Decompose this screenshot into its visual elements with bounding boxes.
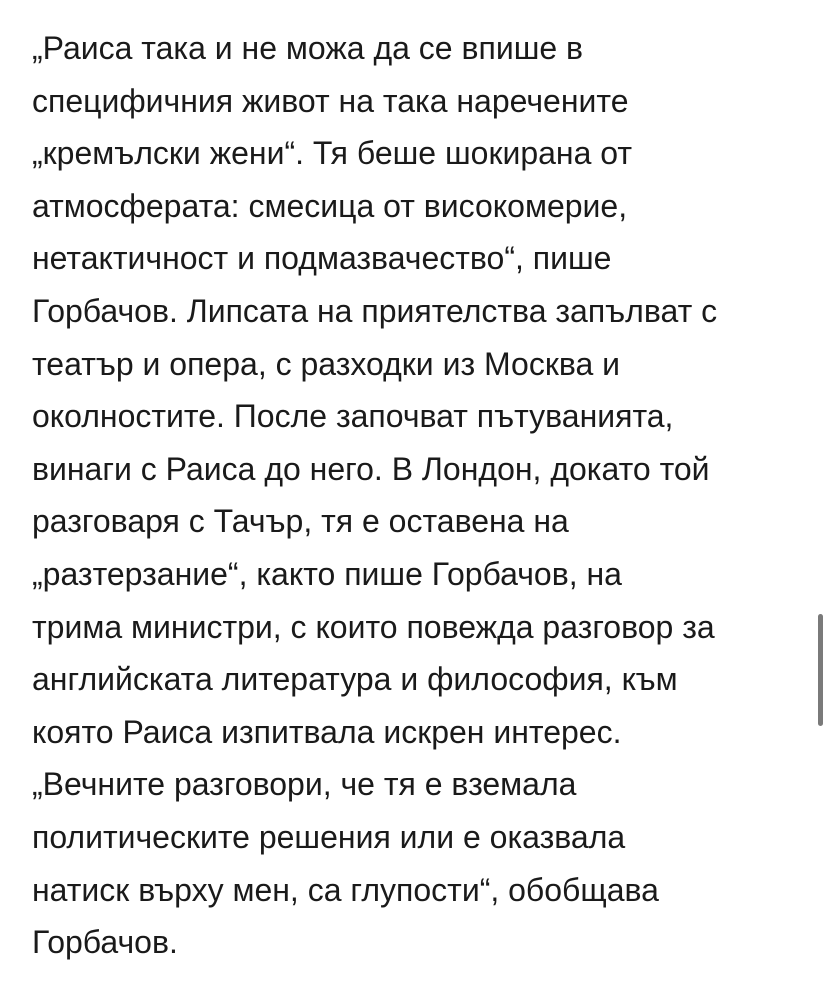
text-line: нетактичност и подмазвачество“, пише (32, 240, 612, 277)
text-line: специфичния живот на така наречените (32, 82, 629, 119)
text-line: разговаря с Тачър, тя е оставена на (32, 503, 569, 540)
text-line: Горбачов. Липсата на приятелства запълват с (32, 292, 718, 329)
text-line: натиск върху мен, са глупости“, обобщава (32, 871, 659, 908)
text-line: винаги с Раиса до него. В Лондон, докато той (32, 450, 710, 487)
text-line: трима министри, с които повежда разговор за (32, 608, 715, 645)
text-line: политическите решения или е оказвала (32, 818, 626, 855)
text-line: английската литература и философия, към (32, 661, 678, 698)
text-line: „Вечните разговори, че тя е вземала (32, 766, 577, 803)
vertical-scrollbar-thumb[interactable] (818, 614, 823, 726)
article-text (32, 28, 812, 975)
text-line: Горбачов. (32, 924, 178, 961)
text-line: „Раиса така и не можа да се впише в (32, 30, 584, 66)
text-line: театър и опера, с разходки из Москва и (32, 345, 621, 382)
text-line: „кремълски жени“. Тя беше шокирана от (32, 135, 633, 172)
text-line: която Раиса изпитвала искрен интерес. (32, 713, 622, 750)
text-line: „разтерзание“, както пише Горбачов, на (32, 555, 622, 592)
text-line: атмосферата: смесица от високомерие, (32, 187, 628, 224)
text-line: околностите. После започват пътуванията, (32, 398, 674, 435)
